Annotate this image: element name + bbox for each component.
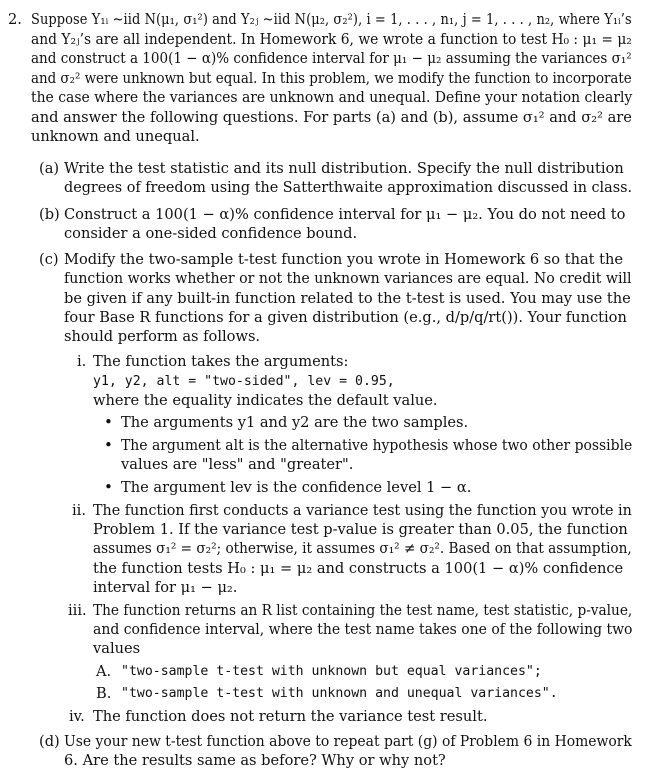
intro-line: Suppose Y₁ᵢ ~iid N(μ₁, σ₁²) and Y₂ⱼ ~iid N(μ₂, σ₂²), i = 1, . . . , n₁, j = 1, . . . , n₂, where Y₁ᵢ’s	[31, 11, 632, 28]
intro-line: and construct a 100(1 − α)% confidence interval for μ₁ − μ₂ assuming the variances σ₁²	[31, 50, 632, 67]
intro-line: and answer the following questions. For parts (a) and (b), assume σ₁² and σ₂² are	[31, 109, 632, 126]
bullet-text: The argument alt is the alternative hypothesis whose two other possible	[121, 437, 633, 454]
part-label-d: (d)	[39, 733, 60, 750]
part-c-line: function works whether or not the unknown variances are equal. No credit will	[64, 270, 632, 287]
bullet-text: values are "less" and "greater".	[121, 456, 354, 473]
item-i-line: where the equality indicates the default value.	[93, 392, 438, 409]
item-ii-line: Problem 1. If the variance test p-value is greater than 0.05, the function	[93, 521, 628, 538]
intro-line: and Y₂ⱼ’s are all independent. In Homework 6, we wrote a function to test H₀ : μ₁ = μ₂	[31, 31, 632, 48]
item-label-iv: iv.	[69, 708, 85, 725]
part-c-line: be given if any built-in function related to the t-test is used. You may use the	[64, 290, 631, 307]
item-iii-line: The function returns an R list containing the test name, test statistic, p-value,	[93, 602, 633, 619]
part-c-line: Modify the two-sample t-test function you wrote in Homework 6 so that the	[64, 251, 624, 268]
item-i-line: The function takes the arguments:	[93, 353, 349, 370]
part-a-line: degrees of freedom using the Satterthwaite approximation discussed in class.	[64, 179, 633, 196]
bullet-icon: •	[104, 413, 113, 431]
item-label-ii: ii.	[72, 502, 86, 519]
item-label-i: i.	[77, 353, 87, 370]
part-d-line: Use your new t-test function above to repeat part (g) of Problem 6 in Homework	[64, 733, 632, 750]
intro-line: and σ₂² were unknown but equal. In this problem, we modify the function to incorporate	[31, 70, 632, 87]
bullet-text: The argument lev is the confidence level 1 − α.	[121, 479, 472, 496]
option-label-a: A.	[96, 663, 112, 680]
bullet-text: The arguments y1 and y2 are the two samples.	[121, 414, 469, 431]
part-a-line: Write the test statistic and its null distribution. Specify the null distribution	[64, 160, 624, 177]
intro-line: the case where the variances are unknown and unequal. Define your notation clearly	[31, 89, 633, 106]
part-c-line: four Base R functions for a given distribution (e.g., d/p/q/rt()). Your function	[64, 309, 627, 326]
part-b-line: Construct a 100(1 − α)% confidence interval for μ₁ − μ₂. You do not need to	[64, 206, 626, 223]
part-label-c: (c)	[39, 251, 59, 268]
item-label-iii: iii.	[68, 602, 87, 619]
part-label-b: (b)	[39, 206, 60, 223]
part-c-line: should perform as follows.	[64, 328, 261, 345]
bullet-icon: •	[104, 436, 113, 454]
part-b-line: consider a one-sided confidence bound.	[64, 225, 358, 242]
item-ii-line: assumes σ₁² = σ₂²; otherwise, it assumes σ₁² ≠ σ₂². Based on that assumption,	[93, 540, 632, 557]
item-iii-line: and confidence interval, where the test name takes one of the following two	[93, 621, 633, 638]
item-ii-line: The function first conducts a variance test using the function you wrote in	[93, 502, 632, 519]
option-text-a: "two-sample t-test with unknown but equal variances";	[121, 664, 542, 679]
part-label-a: (a)	[39, 160, 60, 177]
problem-number: 2.	[8, 11, 22, 28]
item-iv-line: The function does not return the variance test result.	[93, 708, 488, 725]
item-i-code: y1, y2, alt = "two-sided", lev = 0.95,	[93, 374, 395, 389]
bullet-icon: •	[104, 478, 113, 496]
part-d-line: 6. Are the results same as before? Why or why not?	[64, 752, 446, 769]
item-ii-line: interval for μ₁ − μ₂.	[93, 579, 238, 596]
item-ii-line: the function tests H₀ : μ₁ = μ₂ and constructs a 100(1 − α)% confidence	[93, 560, 624, 577]
option-text-b: "two-sample t-test with unknown and unequal variances".	[121, 686, 558, 701]
item-iii-line: values	[93, 640, 141, 657]
intro-line: unknown and unequal.	[31, 128, 200, 145]
option-label-b: B.	[96, 685, 112, 702]
